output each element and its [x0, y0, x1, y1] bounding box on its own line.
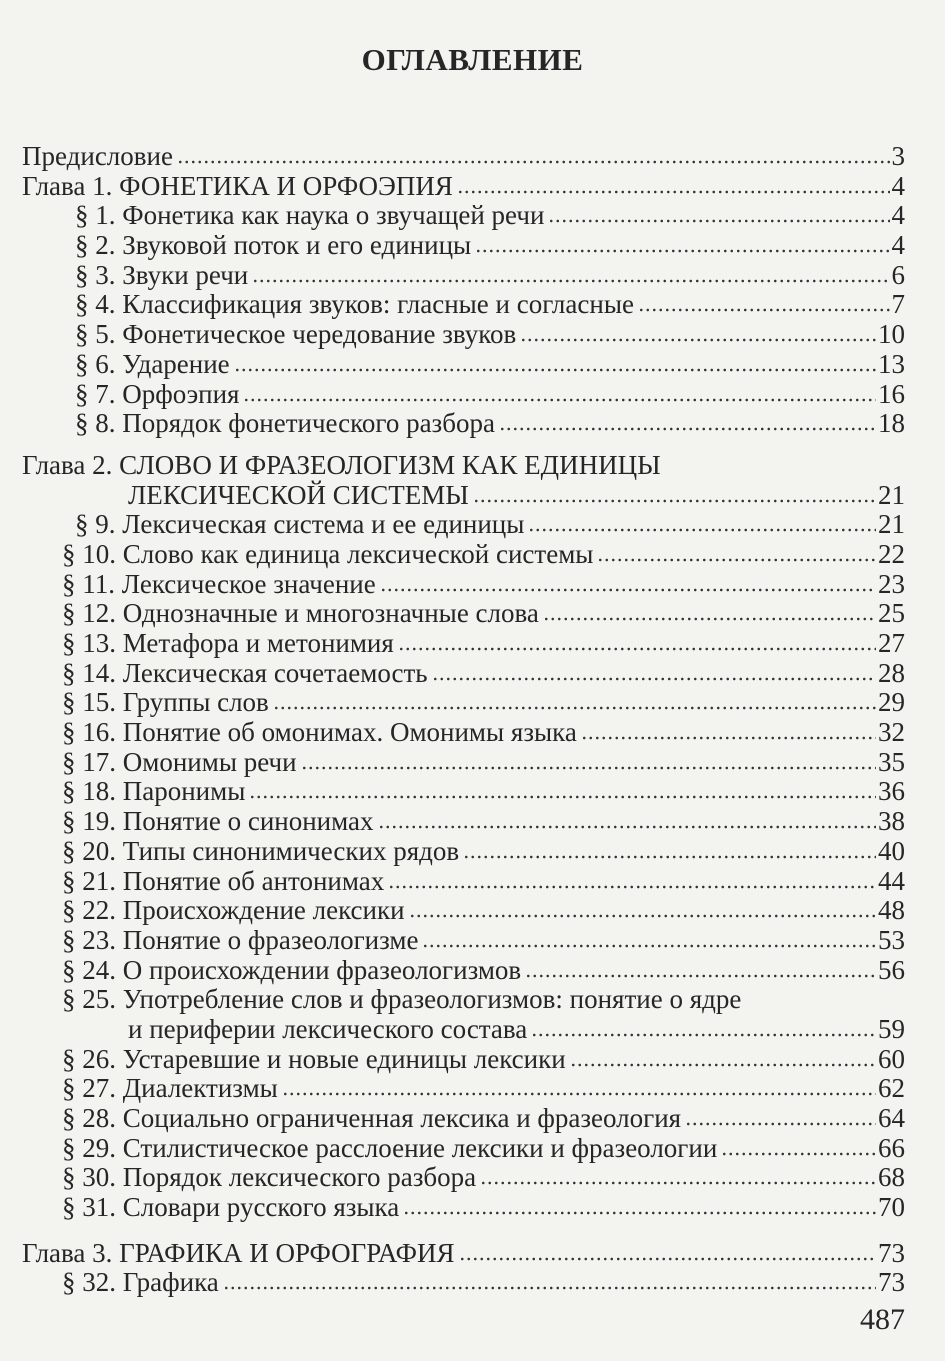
toc-entry	[0, 688, 905, 718]
entry-page: 48	[878, 895, 905, 926]
entry-page: 70	[878, 1192, 905, 1223]
leader-dots	[528, 523, 876, 533]
toc-entry	[0, 570, 905, 600]
entry-label: § 26. Устаревшие и новые единицы лексики	[62, 1043, 566, 1074]
entry-page: 4	[891, 200, 905, 231]
leader-dots	[475, 244, 889, 254]
entry-label: § 16. Понятие об омонимах. Омонимы языка	[62, 717, 577, 748]
entry-page: 40	[878, 835, 905, 866]
entry-label: § 4. Классификация звуков: гласные и согласные	[75, 289, 634, 320]
entry-label: § 28. Социально ограниченная лексика и фразеология	[62, 1103, 682, 1133]
entry-page: 28	[878, 657, 905, 688]
entry-page: 13	[878, 348, 905, 379]
toc-entry	[0, 718, 905, 748]
leader-dots	[457, 185, 890, 195]
toc-entry	[0, 926, 905, 956]
leader-dots	[473, 494, 876, 504]
leader-dots	[638, 303, 890, 313]
entry-label: Глава 1. ФОНЕТИКА И ОРФОЭПИЯ	[22, 170, 453, 201]
entry-page: 29	[878, 687, 905, 718]
toc-entry	[0, 380, 905, 410]
entry-page: 18	[878, 408, 905, 439]
toc-entry	[0, 1134, 905, 1164]
entry-label: § 19. Понятие о синонимах	[62, 806, 374, 837]
leader-dots	[499, 422, 876, 432]
entry-label: § 1. Фонетика как наука о звучащей речи	[75, 200, 545, 231]
entry-label: § 31. Словари русского языка	[62, 1192, 400, 1223]
leader-dots	[548, 214, 889, 224]
entry-label: § 30. Порядок лексического разбора	[62, 1162, 477, 1193]
leader-dots	[543, 612, 876, 622]
entry-label: и периферии лексического состава	[128, 1013, 528, 1044]
leader-dots	[177, 155, 890, 165]
leader-dots	[422, 939, 876, 949]
entry-page: 36	[878, 776, 905, 807]
entry-label: § 21. Понятие об антонимах	[62, 865, 385, 896]
toc-entry	[0, 1104, 905, 1134]
entry-page: 73	[878, 1237, 905, 1268]
entry-label: § 13. Метафора и метонимия	[62, 628, 394, 658]
toc-entry	[0, 409, 905, 439]
entry-label: § 14. Лексическая сочетаемость	[62, 657, 428, 688]
toc-entry	[0, 320, 905, 350]
leader-dots	[378, 820, 876, 830]
entry-page: 64	[878, 1103, 905, 1133]
leader-dots	[388, 880, 876, 890]
entry-label: § 2. Звуковой поток и его единицы	[75, 230, 472, 261]
leader-dots	[531, 1028, 876, 1038]
leader-dots	[409, 909, 876, 919]
leader-dots	[570, 1058, 876, 1068]
entry-page: 4	[891, 170, 905, 201]
leader-dots	[685, 1117, 876, 1127]
entry-page: 6	[891, 259, 905, 290]
toc-entry-chapter-3	[0, 1239, 905, 1269]
entry-label: § 27. Диалектизмы	[62, 1073, 278, 1104]
page-number: 487	[860, 1303, 905, 1336]
entry-page: 56	[878, 954, 905, 985]
entry-page: 73	[878, 1267, 905, 1298]
toc-entry-chapter-1	[0, 172, 905, 202]
entry-label: § 29. Стилистическое расслоение лексики и фразеологии	[62, 1132, 718, 1163]
leader-dots	[282, 1087, 876, 1097]
entry-label: § 24. О происхождении фразеологизмов	[62, 954, 522, 985]
entry-page: 4	[891, 230, 905, 261]
toc-entry	[0, 231, 905, 261]
entry-label: § 9. Лексическая система и ее единицы	[75, 509, 525, 540]
entry-page: 21	[878, 509, 905, 540]
toc-entry	[0, 837, 905, 867]
toc-entry	[0, 777, 905, 807]
toc-entry	[0, 896, 905, 926]
entry-label: § 15. Группы слов	[62, 687, 269, 718]
entry-label: § 10. Слово как единица лексической системы	[62, 538, 594, 569]
entry-label: § 25. Употребление слов и фразеологизмов: понятие о ядре	[62, 984, 742, 1015]
leader-dots	[459, 1252, 877, 1262]
toc-entry	[0, 599, 905, 629]
toc-entry-preface	[0, 142, 905, 172]
toc-entry	[0, 985, 905, 1015]
entry-page: 53	[878, 924, 905, 955]
entry-page: 66	[878, 1132, 905, 1163]
toc-entry	[0, 350, 905, 380]
entry-label: § 8. Порядок фонетического разбора	[75, 408, 495, 439]
toc-entry	[0, 807, 905, 837]
leader-dots	[249, 790, 876, 800]
toc-entry	[0, 261, 905, 291]
leader-dots	[525, 969, 876, 979]
leader-dots	[520, 333, 876, 343]
toc-entry-continued	[0, 1015, 905, 1045]
leader-dots	[243, 393, 876, 403]
entry-page: 44	[878, 865, 905, 896]
leader-dots	[301, 761, 876, 771]
leader-dots	[480, 1176, 876, 1186]
leader-dots	[273, 701, 876, 711]
toc-entry	[0, 1045, 905, 1075]
entry-label: § 5. Фонетическое чередование звуков	[75, 319, 517, 350]
entry-label: § 6. Ударение	[75, 348, 230, 379]
toc-entry	[0, 748, 905, 778]
entry-label: Глава 3. ГРАФИКА И ОРФОГРАФИЯ	[22, 1237, 455, 1268]
entry-page: 23	[878, 568, 905, 599]
entry-label: § 20. Типы синонимических рядов	[62, 835, 460, 866]
leader-dots	[463, 850, 876, 860]
entry-page: 16	[878, 378, 905, 409]
toc-entry	[0, 629, 905, 659]
leader-dots	[234, 363, 876, 373]
entry-label: § 23. Понятие о фразеологизме	[62, 924, 419, 955]
entry-page: 3	[891, 141, 905, 171]
leader-dots	[252, 274, 889, 284]
toc-entry	[0, 867, 905, 897]
entry-page: 21	[878, 479, 905, 510]
toc-entry	[0, 201, 905, 231]
entry-page: 10	[878, 319, 905, 350]
leader-dots	[223, 1281, 876, 1291]
toc-entry	[0, 540, 905, 570]
entry-page: 7	[891, 289, 905, 320]
toc-entry-chapter-2	[0, 451, 905, 481]
toc-entry	[0, 1193, 905, 1223]
leader-dots	[597, 553, 876, 563]
entry-page: 60	[878, 1043, 905, 1074]
entry-page: 68	[878, 1162, 905, 1193]
leader-dots	[432, 672, 876, 682]
toc-entry	[0, 956, 905, 986]
entry-label: § 22. Происхождение лексики	[62, 895, 405, 926]
entry-page: 62	[878, 1073, 905, 1104]
entry-page: 22	[878, 538, 905, 569]
toc-entry	[0, 1268, 905, 1298]
leader-dots	[380, 583, 876, 593]
entry-label: § 32. Графика	[62, 1267, 219, 1298]
leader-dots	[581, 731, 876, 741]
entry-label: § 3. Звуки речи	[75, 259, 249, 290]
toc-entry	[0, 1163, 905, 1193]
entry-label: § 17. Омонимы речи	[62, 746, 297, 777]
toc-entry	[0, 510, 905, 540]
entry-page: 32	[878, 717, 905, 748]
toc-entry-chapter-2-continued	[0, 481, 905, 511]
entry-label: § 7. Орфоэпия	[75, 378, 240, 409]
entry-label: Предисловие	[22, 141, 173, 171]
page-title: ОГЛАВЛЕНИЕ	[361, 42, 584, 77]
entry-page: 59	[878, 1013, 905, 1044]
entry-page: 35	[878, 746, 905, 777]
entry-label: § 12. Однозначные и многозначные слова	[62, 598, 539, 629]
entry-page: 38	[878, 806, 905, 837]
entry-page: 27	[878, 628, 905, 658]
entry-label: Глава 2. СЛОВО И ФРАЗЕОЛОГИЗМ КАК ЕДИНИЦЫ	[22, 449, 661, 480]
leader-dots	[721, 1147, 876, 1157]
leader-dots	[398, 642, 876, 652]
entry-label: § 18. Паронимы	[62, 776, 246, 807]
leader-dots	[403, 1206, 876, 1216]
toc-entry	[0, 659, 905, 689]
toc-entry	[0, 290, 905, 320]
toc-entry	[0, 1074, 905, 1104]
table-of-contents	[0, 142, 905, 1298]
entry-label: ЛЕКСИЧЕСКОЙ СИСТЕМЫ	[128, 479, 469, 510]
entry-page: 25	[878, 598, 905, 629]
entry-label: § 11. Лексическое значение	[62, 568, 376, 599]
